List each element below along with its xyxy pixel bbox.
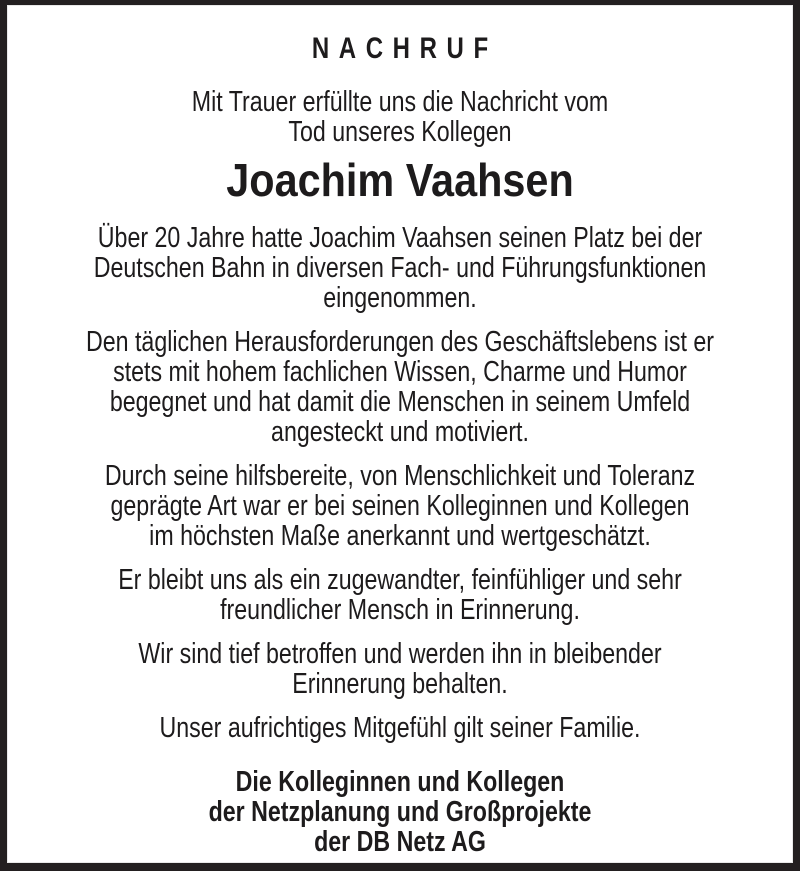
condolence-line: Unser aufrichtiges Mitgefühl gilt seiner Familie. xyxy=(159,712,641,744)
body-paragraph-character: Den täglichen Herausforderungen des Geschäftslebens ist er stets mit hohem fachlichen Wissen, Charme und Humor begegnet und hat damit die Menschen in seinem Umfeld angesteckt und motiviert. xyxy=(85,326,715,448)
intro-text: Mit Trauer erfüllte uns die Nachricht vom Tod unseres Kollegen xyxy=(191,86,609,148)
obituary-frame xyxy=(7,5,793,863)
body-paragraph-career: Über 20 Jahre hatte Joachim Vaahsen seinen Platz bei der Deutschen Bahn in diversen Fach- und Führungsfunktionen eingenommen. xyxy=(93,222,707,314)
signature-block: Die Kolleginnen und Kollegen der Netzplanung und Großprojekte der DB Netz AG xyxy=(208,766,592,858)
body-paragraph-memory: Er bleibt uns als ein zugewandter, feinfühliger und sehr freundlicher Mensch in Erinnerung. xyxy=(118,564,682,626)
obituary-content xyxy=(7,5,793,857)
body-paragraph-esteem: Durch seine hilfsbereite, von Menschlichkeit und Toleranz geprägte Art war er bei seinen Kolleginnen und Kollegen im höchsten Maße anerkannt und wertgeschätzt. xyxy=(104,460,696,552)
body-paragraph-grief: Wir sind tief betroffen und werden ihn in bleibender Erinnerung behalten. xyxy=(138,638,662,700)
deceased-name: Joachim Vaahsen xyxy=(226,154,574,206)
obituary-kicker: NACHRUF xyxy=(311,32,498,65)
